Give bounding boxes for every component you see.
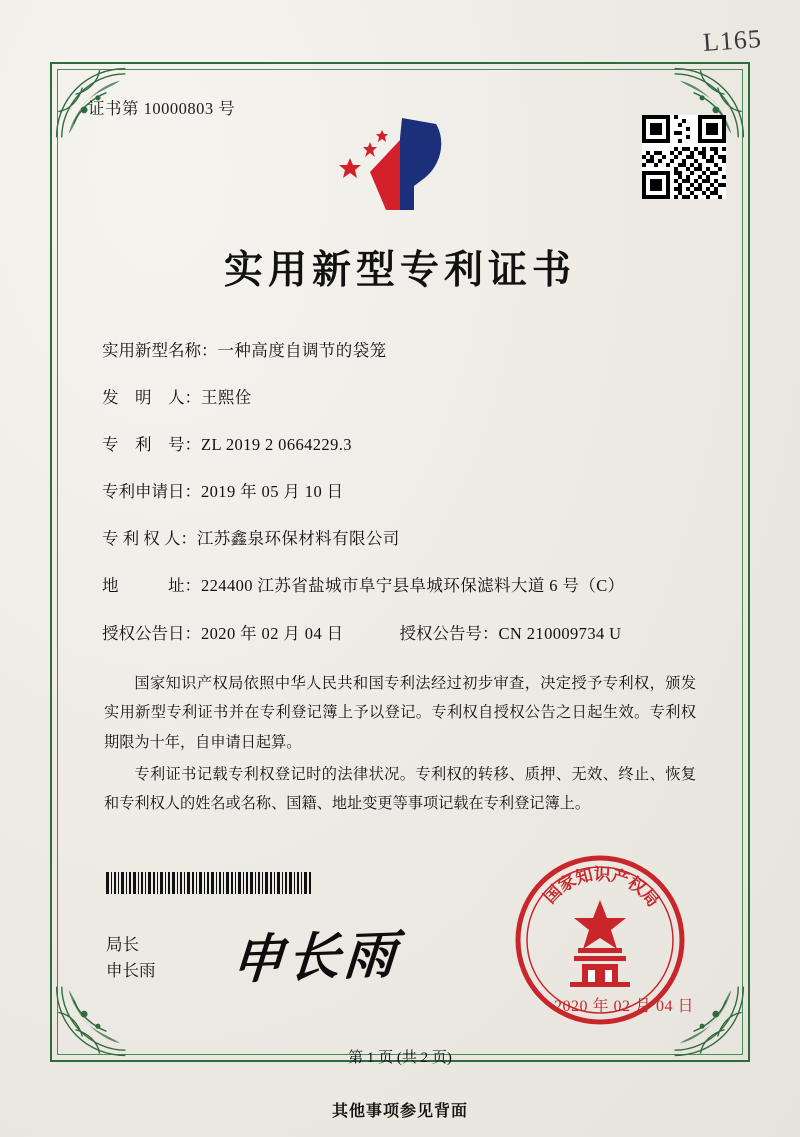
field-row [102,480,720,503]
legal-text [80,669,720,819]
grant-date-label: 授权公告日： [102,623,201,643]
field-value: 一种高度自调节的袋笼 [217,341,387,360]
seal-date: 2020 年 02 月 04 日 [553,998,694,1015]
grant-number-label: 授权公告号： [399,623,499,643]
director-label: 局长 [106,935,139,954]
barcode-icon [106,872,311,894]
field-value: 江苏鑫泉环保材料有限公司 [196,529,400,549]
reference-number: L165 [702,23,763,58]
svg-text:局: 局 [637,885,663,911]
page-number: 第 1 页 (共 2 页) [348,1050,452,1066]
certificate-number: 证书第 10000803 号 [88,99,236,118]
field-value: 王熙佺 [201,388,252,408]
footer-note: 其他事项参见背面 [331,1103,468,1120]
svg-text:权: 权 [624,873,649,899]
svg-text:国: 国 [540,881,566,908]
field-label: 实用新型名称： [102,341,218,360]
field-row [102,433,720,456]
field-value: 224400 江苏省盐城市阜宁县阜城环保滤料大道 6 号（C） [201,576,625,596]
svg-text:家: 家 [555,870,580,896]
svg-text:知: 知 [573,865,595,888]
certificate-content [80,95,720,821]
field-row [102,339,720,362]
handwritten-signature: 申长雨 [229,926,402,991]
field-label: 专利申请日： [102,482,201,502]
grant-number-value: CN 210009734 U [498,623,622,643]
field-value: ZL 2019 2 0664229.3 [201,435,352,455]
legal-paragraph: 专利证书记载专利权登记时的法律状况。专利权的转移、质押、无效、终止、恢复和专利权人的姓名或名称、国籍、地址变更等事项记载在专利登记簿上。 [104,765,696,813]
page-title: 实用新型专利证书 [223,249,576,292]
director-name: 申长雨 [106,960,156,980]
field-row [102,574,720,597]
legal-paragraph: 国家知识产权局依照中华人民共和国专利法经过初步审查，决定授予专利权，颁发实用新型专利证书并在专利登记簿上予以登记。专利权自授权公告之日起生效。专利权期限为十年，自申请日起算。 [104,674,696,751]
field-row [102,527,720,550]
signature-block [106,932,156,983]
field-label: 专 利 号： [102,435,201,455]
svg-text:产: 产 [609,866,632,890]
field-row [102,386,720,409]
grant-row [102,622,720,645]
field-label: 专 利 权 人： [102,529,197,549]
field-list [80,339,720,645]
field-label: 发 明 人： [102,388,201,408]
grant-date-value: 2020 年 02 月 04 日 [201,623,344,643]
svg-text:识: 识 [593,864,612,885]
field-value: 2019 年 05 月 10 日 [201,482,344,502]
field-label: 地 址： [102,576,201,596]
